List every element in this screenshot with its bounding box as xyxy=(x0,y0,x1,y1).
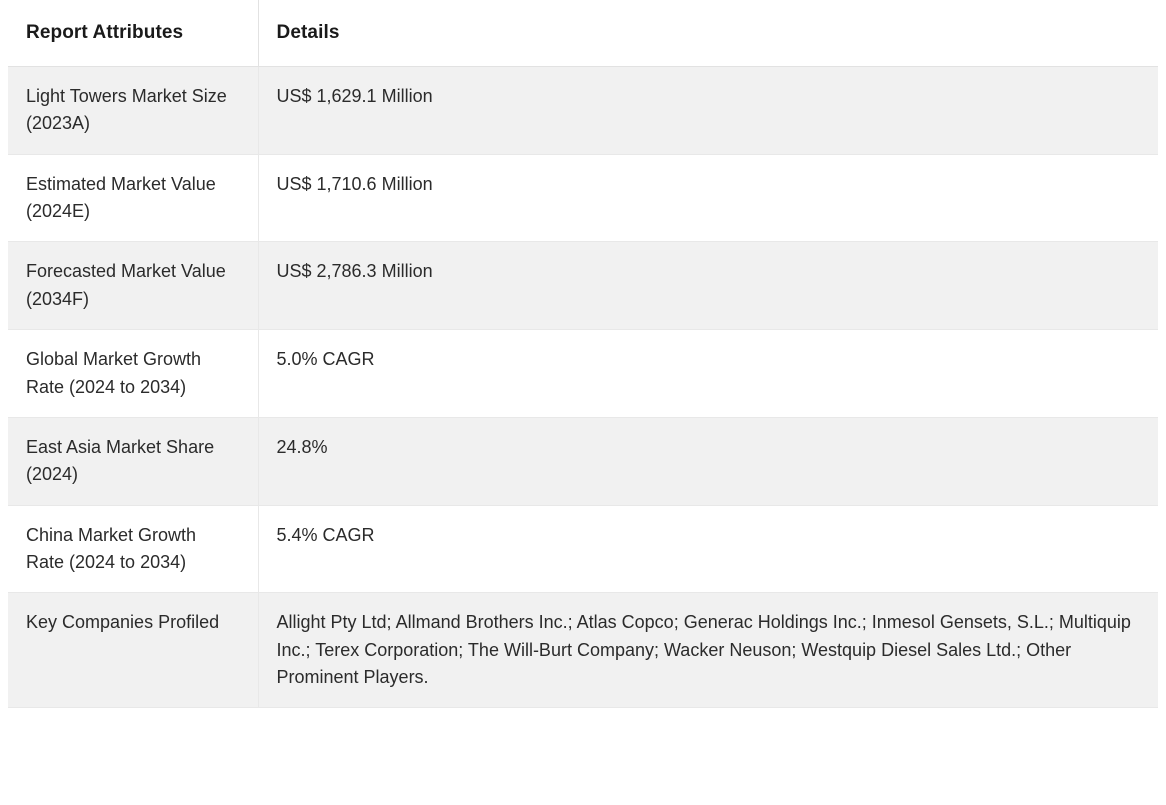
details-cell: 5.4% CAGR xyxy=(258,505,1158,593)
column-header-details: Details xyxy=(258,0,1158,67)
table-row xyxy=(8,505,1158,593)
table-row xyxy=(8,593,1158,708)
attribute-cell: China Market Growth Rate (2024 to 2034) xyxy=(8,505,258,593)
table-row xyxy=(8,242,1158,330)
details-cell: US$ 2,786.3 Million xyxy=(258,242,1158,330)
attribute-cell: Forecasted Market Value (2034F) xyxy=(8,242,258,330)
details-cell: US$ 1,710.6 Million xyxy=(258,154,1158,242)
attribute-cell: Key Companies Profiled xyxy=(8,593,258,708)
report-attributes-table xyxy=(8,0,1158,708)
table-row xyxy=(8,330,1158,418)
details-cell: 24.8% xyxy=(258,417,1158,505)
table-row xyxy=(8,67,1158,155)
details-cell: 5.0% CAGR xyxy=(258,330,1158,418)
attribute-cell: Estimated Market Value (2024E) xyxy=(8,154,258,242)
attribute-cell: Global Market Growth Rate (2024 to 2034) xyxy=(8,330,258,418)
details-cell: Allight Pty Ltd; Allmand Brothers Inc.; Atlas Copco; Generac Holdings Inc.; Inmesol Gensets, S.L.; Multiquip Inc.; Terex Corporation; The Will-Burt Company; Wacker Neuson; Westquip Diesel Sales Ltd.; Other Prominent Players. xyxy=(258,593,1158,708)
table-header-row xyxy=(8,0,1158,67)
table-header xyxy=(8,0,1158,67)
column-header-report-attributes: Report Attributes xyxy=(8,0,258,67)
table-row xyxy=(8,154,1158,242)
details-cell: US$ 1,629.1 Million xyxy=(258,67,1158,155)
attribute-cell: Light Towers Market Size (2023A) xyxy=(8,67,258,155)
attribute-cell: East Asia Market Share (2024) xyxy=(8,417,258,505)
table-body xyxy=(8,67,1158,708)
table-row xyxy=(8,417,1158,505)
